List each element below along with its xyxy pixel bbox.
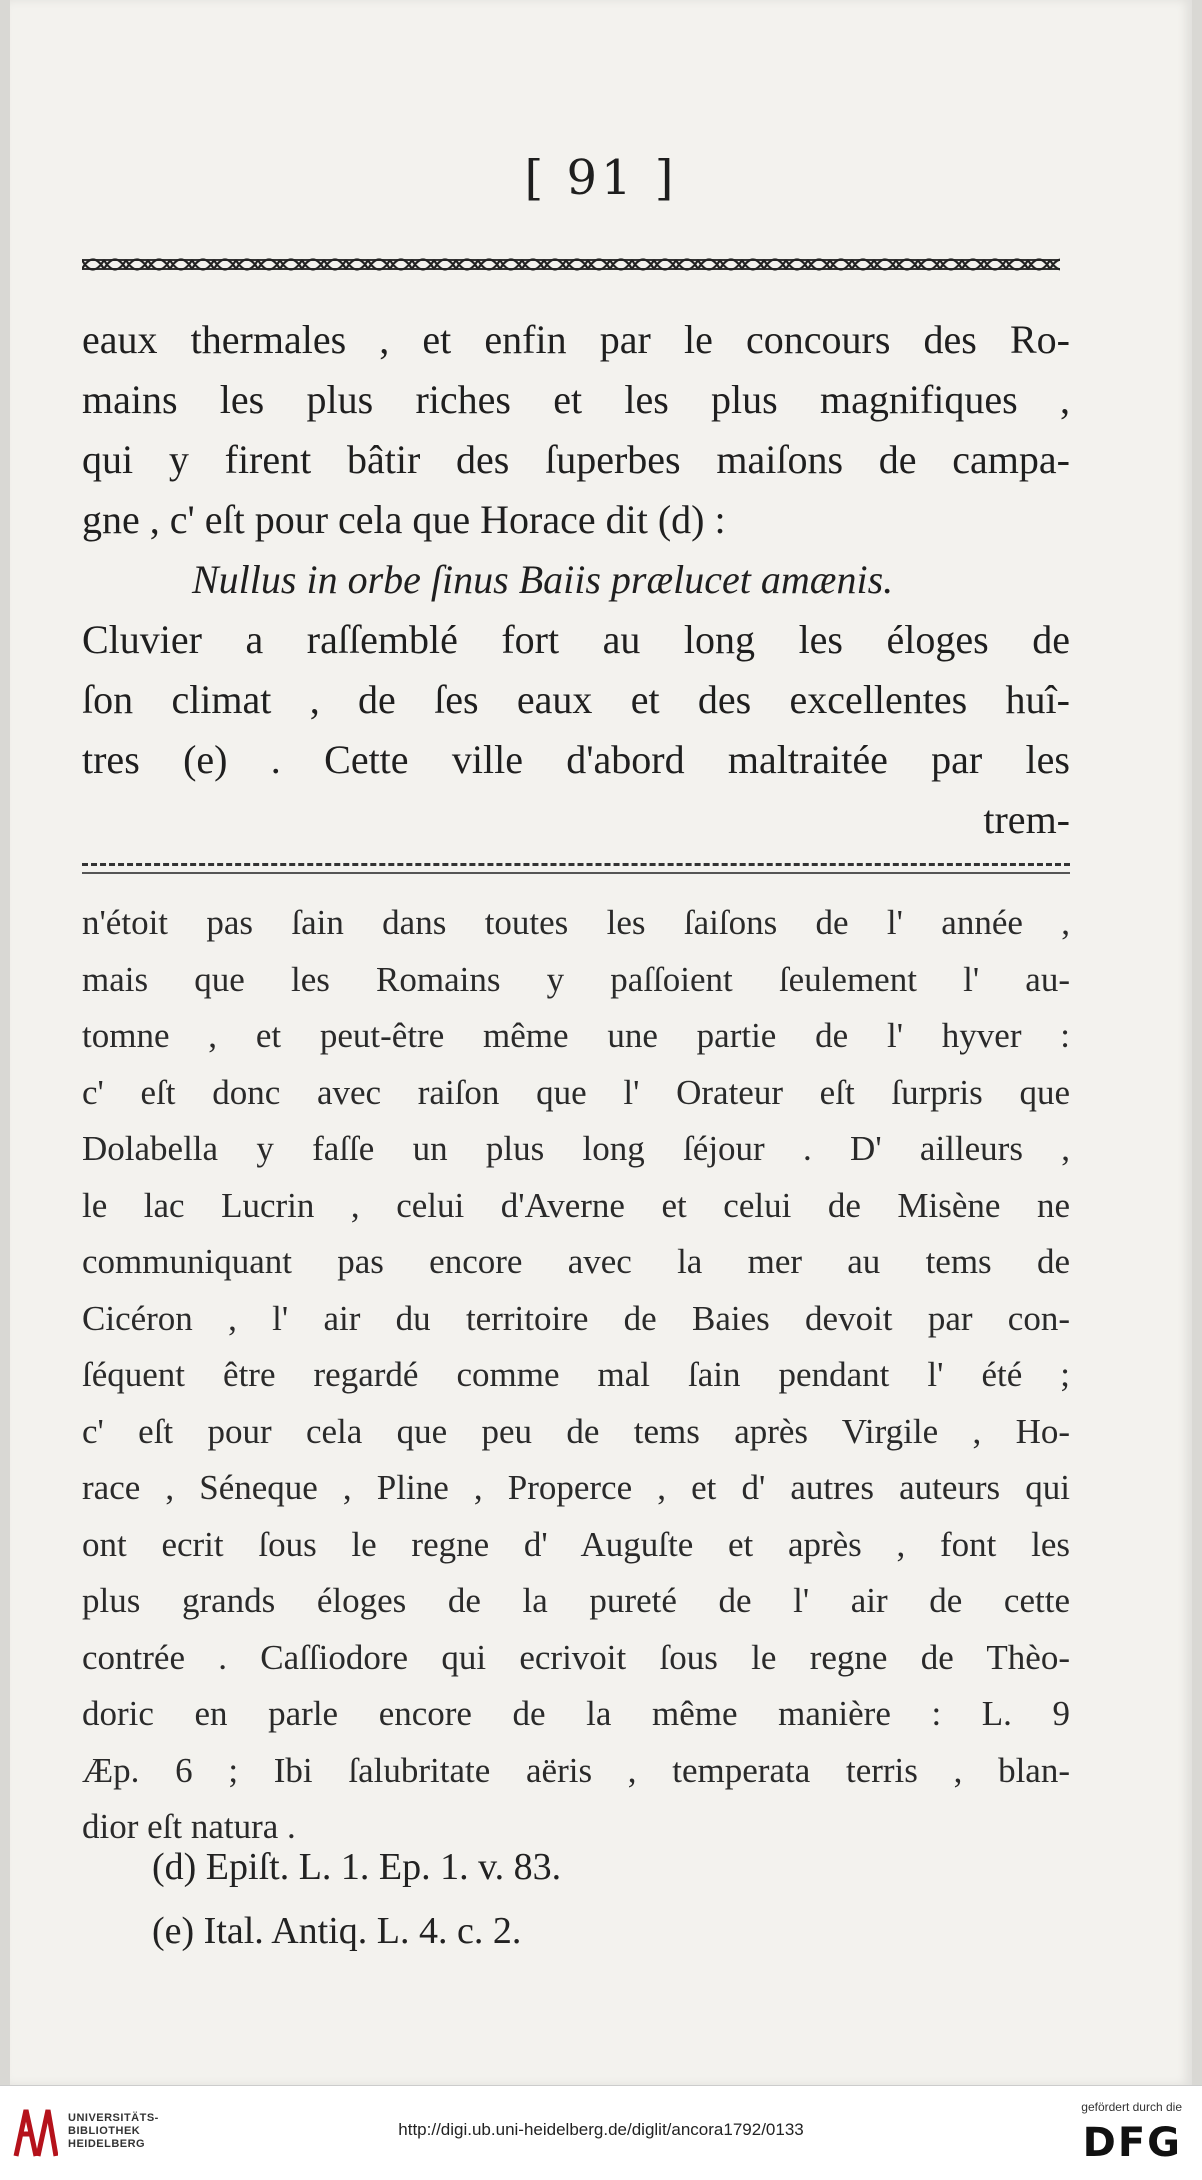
note-line: race , Séneque , Pline , Properce , et d' autres auteurs qui <box>82 1468 1070 1507</box>
note-line: doric en parle encore de la même manière : L. 9 <box>82 1694 1070 1733</box>
viewer-footer <box>0 2085 1202 2180</box>
library-name: UNIVERSITÄTS- BIBLIOTHEK HEIDELBERG <box>68 2112 159 2150</box>
main-text <box>82 310 1070 850</box>
note-line: communiquant pas encore avec la mer au tems de <box>82 1242 1070 1281</box>
note-line: le lac Lucrin , celui d'Averne et celui de Misène ne <box>82 1185 1070 1225</box>
note-line: c' eſt pour cela que peu de tems après Virgile , Ho- <box>82 1411 1070 1451</box>
footnote-d: (d) Epiſt. L. 1. Ep. 1. v. 83. <box>152 1846 562 1888</box>
note-line: contrée . Caſſiodore qui ecrivoit ſous le regne de Thèo- <box>82 1637 1070 1677</box>
page-url-link[interactable]: http://digi.ub.uni-heidelberg.de/diglit/ancora1792/0133 <box>398 2120 804 2139</box>
note-line: ſéquent être regardé comme mal ſain pendant l' été ; <box>82 1355 1070 1394</box>
note-line: ont ecrit ſous le regne d' Auguſte et après , font les <box>82 1524 1070 1564</box>
footnote-e: (e) Ital. Antiq. L. 4. c. 2. <box>152 1910 522 1952</box>
funding-label: gefördert durch die <box>1081 2100 1182 2114</box>
text-line: gne , c' eſt pour cela que Horace dit (d) : <box>82 497 726 542</box>
note-separator <box>82 863 1070 874</box>
note-line: plus grands éloges de la pureté de l' air de cette <box>82 1581 1070 1620</box>
page-number: [ 91 ] <box>524 150 678 206</box>
note-line: n'étoit pas ſain dans toutes les ſaiſons de l' année , <box>82 903 1070 942</box>
book-page <box>10 0 1192 2085</box>
footnotes <box>82 1835 1070 1963</box>
text-line: qui y firent bâtir des ſuperbes maiſons de campa- <box>82 437 1070 482</box>
text-line: ſon climat , de ſes eaux et des excellentes huî- <box>82 677 1070 722</box>
note-line: dior eſt natura . <box>82 1807 296 1846</box>
dfg-logo: DFG <box>1082 2120 1182 2166</box>
note-line: tomne , et peut-être même une partie de l' hyver : <box>82 1016 1070 1055</box>
text-line: tres (e) . Cette ville d'abord maltraitée par les <box>82 737 1070 782</box>
quote-line: Nullus in orbe ſinus Baiis prælucet amænis. <box>192 557 894 602</box>
note-continuation <box>82 895 1070 1856</box>
text-line: Cluvier a raſſemblé fort au long les éloges de <box>82 617 1070 662</box>
note-line: Cicéron , l' air du territoire de Baies devoit par con- <box>82 1298 1070 1338</box>
catchword: trem- <box>983 797 1070 842</box>
header-ornament <box>82 252 1060 276</box>
note-line: c' eſt donc avec raiſon que l' Orateur eſt ſurpris que <box>82 1072 1070 1112</box>
text-line: eaux thermales , et enfin par le concours des Ro- <box>82 317 1070 362</box>
note-line: Dolabella y faſſe un plus long ſéjour . D' ailleurs , <box>82 1129 1070 1168</box>
note-line: Æp. 6 ; Ibi ſalubritate aëris , temperata terris , blan- <box>82 1750 1070 1790</box>
note-line: mais que les Romains y paſſoient ſeulement l' au- <box>82 959 1070 999</box>
text-line: mains les plus riches et les plus magnifiques , <box>82 377 1070 422</box>
